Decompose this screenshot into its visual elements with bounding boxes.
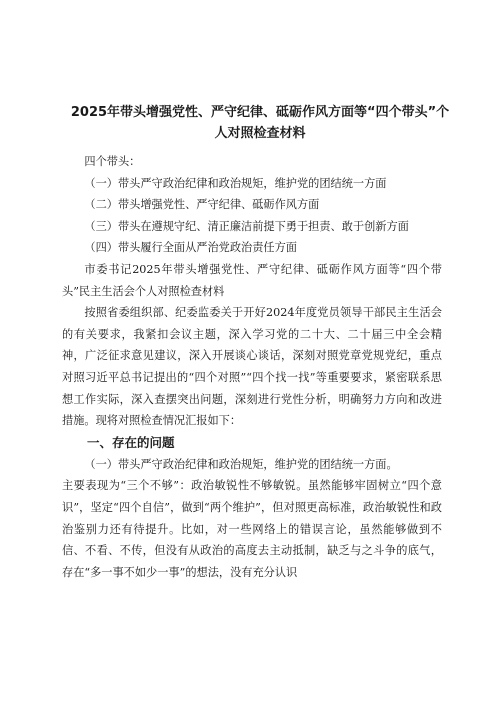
- title-line-2: 人对照检查材料: [214, 126, 306, 141]
- list-item: （二）带头增强党性、严守纪律、砥砺作风方面: [84, 198, 320, 212]
- list-item: （三）带头在遵规守纪、清正廉洁前提下勇于担责、敢于创新方面: [84, 219, 409, 233]
- secretary-paragraph: 市委书记2025年带头增强党性、严守纪律、砥砺作风方面等“四个带头”民主生活会个人对照检查材料: [62, 262, 442, 298]
- intro-label: 四个带头：: [84, 155, 141, 168]
- list-item: （一）带头严守政治纪律和政治规矩，维护党的团结统一方面: [84, 176, 387, 190]
- list-item: （四）带头履行全面从严治党政治责任方面: [84, 241, 297, 255]
- section-subheading: （一）带头严守政治纪律和政治规矩，维护党的团结统一方面。: [84, 457, 398, 471]
- title-line-1: 2025年带头增强党性、严守纪律、砥砺作风方面等“四个带头”个: [70, 105, 450, 120]
- section-heading: 一、存在的问题: [87, 434, 175, 450]
- document-title: [60, 102, 460, 144]
- main-paragraph: 按照省委组织部、纪委监委关于开好2024年度党员领导干部民主生活会的有关要求，我紧扣会议主题，深入学习党的二十大、二十届三中全会精神，广泛征求意见建议，深入开展谈心谈话，深刻对照党章党规党纪，重点对照习近平总书记提出的“四个对照”“四个找一找”等重要要求，紧密联系思想工作实际，深入查摆突出问题，深刻进行党性分析，明确努力方向和改进措施。现将对照检查情况汇报如下：: [62, 306, 442, 428]
- document-body: [62, 151, 442, 583]
- section-paragraph: 主要表现为“三个不够”：政治敏锐性不够敏锐。虽然能够牢固树立“四个意识”，坚定“四个自信”，做到“两个维护”，但对照更高标准，政治敏锐性和政治鉴别力还有待提升。比如，对一些网络上的错误言论，虽然能够做到不信、不看、不传，但没有从政治的高度去主动抵制，缺乏与之斗争的底气，存在“多一事不如少一事”的想法，没有充分认识: [62, 479, 442, 579]
